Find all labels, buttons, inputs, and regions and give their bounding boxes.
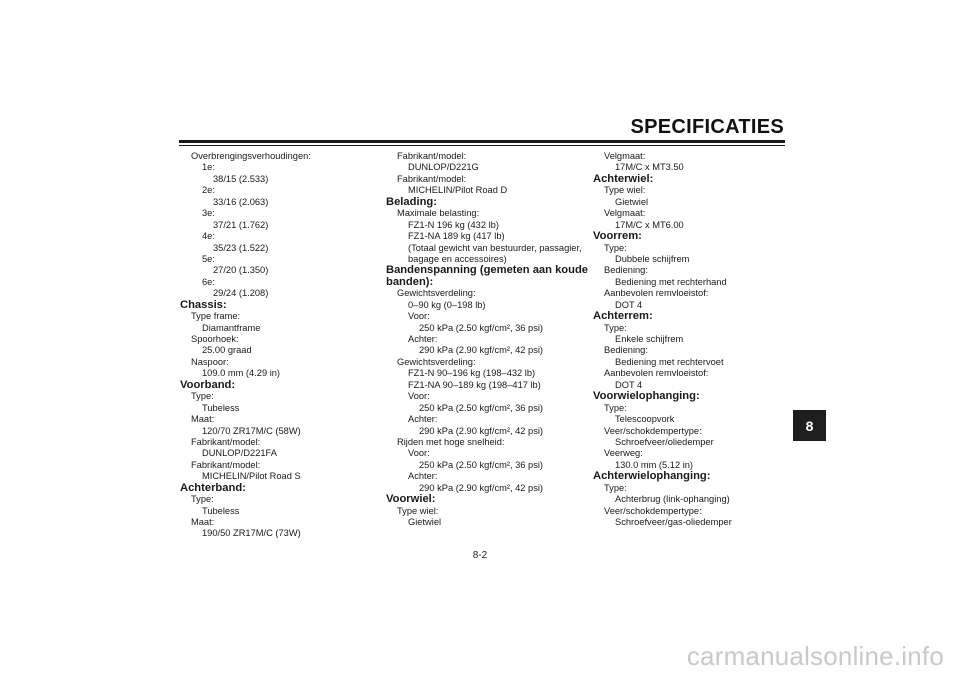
spec-line: 27/20 (1.350) <box>213 265 269 276</box>
spec-line: Type: <box>604 402 627 413</box>
spec-line: Gietwiel <box>615 196 649 207</box>
spec-line: Type wiel: <box>604 185 646 196</box>
spec-line: Veer/schokdempertype: <box>604 505 702 516</box>
spec-line: Schroefveer/gas-oliedemper <box>615 517 732 527</box>
spec-line: Maat: <box>191 414 215 425</box>
spec-line: Achter: <box>408 471 438 482</box>
spec-line: Bediening: <box>604 265 648 276</box>
spec-line: Type: <box>191 391 214 402</box>
spec-line: Enkele schijfrem <box>615 334 684 344</box>
spec-line: 250 kPa (2.50 kgf/cm², 36 psi) <box>419 402 544 413</box>
page-title: SPECIFICATIES <box>630 116 784 138</box>
spec-line: MICHELIN/Pilot Road D <box>408 185 508 196</box>
spec-line: FZ1-NA 90–189 kg (198–417 lb) <box>408 379 541 390</box>
spec-line: Type: <box>604 322 627 333</box>
spec-line: 2e: <box>202 185 215 196</box>
spec-line: DOT 4 <box>615 299 643 310</box>
spec-heading: Achterwielophanging: <box>593 470 711 483</box>
spec-line: bagage en accessoires) <box>408 253 507 264</box>
spec-line: Fabrikant/model: <box>397 173 467 184</box>
spec-line: 1e: <box>202 162 215 173</box>
spec-line: DUNLOP/D221G <box>408 162 479 173</box>
spec-line: Telescoopvork <box>615 414 675 425</box>
spec-heading: Bandenspanning (gemeten aan koude <box>386 264 589 277</box>
spec-line: 290 kPa (2.90 kgf/cm², 42 psi) <box>419 482 544 493</box>
spec-heading: Voorwiel: <box>386 493 436 506</box>
spec-line: Dubbele schijfrem <box>615 253 690 264</box>
spec-column-3 <box>593 151 803 528</box>
spec-line: 190/50 ZR17M/C (73W) <box>202 528 301 539</box>
spec-line: 290 kPa (2.90 kgf/cm², 42 psi) <box>419 345 544 356</box>
spec-line: 250 kPa (2.50 kgf/cm², 36 psi) <box>419 459 544 470</box>
spec-line: Gietwiel <box>408 517 442 527</box>
spec-line: DUNLOP/D221FA <box>202 448 277 459</box>
spec-line: Maat: <box>191 517 215 527</box>
spec-line: (Totaal gewicht van bestuurder, passagier, <box>408 242 582 253</box>
spec-line: 6e: <box>202 276 215 287</box>
watermark: carmanualsonline.info <box>686 641 944 671</box>
spec-heading: Voorrem: <box>593 230 642 243</box>
spec-line: FZ1-NA 189 kg (417 lb) <box>408 231 505 242</box>
spec-column-1 <box>180 151 390 540</box>
spec-line: Type frame: <box>191 311 241 322</box>
spec-line: Fabrikant/model: <box>397 151 467 161</box>
spec-line: 130.0 mm (5.12 in) <box>615 459 694 470</box>
spec-line: Gewichtsverdeling: <box>397 288 476 299</box>
spec-line: FZ1-N 90–196 kg (198–432 lb) <box>408 368 536 379</box>
spec-line: 0–90 kg (0–198 lb) <box>408 299 486 310</box>
spec-line: Bediening met rechterhand <box>615 276 727 287</box>
spec-line: Veerweg: <box>604 448 643 459</box>
spec-line: 29/24 (1.208) <box>213 288 269 299</box>
spec-line: 3e: <box>202 208 215 219</box>
spec-line: Tubeless <box>202 505 240 516</box>
spec-line: Voor: <box>408 448 430 459</box>
spec-line: Type: <box>604 242 627 253</box>
spec-heading: Achterwiel: <box>593 172 654 185</box>
spec-line: 250 kPa (2.50 kgf/cm², 36 psi) <box>419 322 544 333</box>
spec-line: 35/23 (1.522) <box>213 242 269 253</box>
spec-line: Spoorhoek: <box>191 334 239 344</box>
spec-heading: Achterrem: <box>593 310 653 323</box>
spec-line: 37/21 (1.762) <box>213 219 269 230</box>
spec-line: Type: <box>604 482 627 493</box>
header-rule-thin <box>179 145 785 146</box>
spec-line: Achterbrug (link-ophanging) <box>615 494 730 505</box>
spec-heading: Belading: <box>386 195 437 208</box>
chapter-tab[interactable]: 8 <box>793 410 826 441</box>
spec-line: 4e: <box>202 231 215 242</box>
spec-column-2 <box>386 151 589 528</box>
spec-line: Schroefveer/oliedemper <box>615 436 714 447</box>
spec-line: Fabrikant/model: <box>191 459 261 470</box>
spec-line: FZ1-N 196 kg (432 lb) <box>408 219 499 230</box>
spec-line: DOT 4 <box>615 379 643 390</box>
spec-line: 17M/C x MT6.00 <box>615 219 684 230</box>
spec-line: Type wiel: <box>397 505 439 516</box>
spec-line: Velgmaat: <box>604 208 646 219</box>
spec-line: Maximale belasting: <box>397 208 480 219</box>
spec-line: MICHELIN/Pilot Road S <box>202 471 301 482</box>
spec-line: Velgmaat: <box>604 151 646 161</box>
spec-line: Fabrikant/model: <box>191 436 261 447</box>
spec-heading: Achterband: <box>180 481 246 494</box>
spec-line: Bediening: <box>604 345 648 356</box>
spec-line: Voor: <box>408 391 430 402</box>
spec-line: Type: <box>191 494 214 505</box>
spec-line: Overbrengingsverhoudingen: <box>191 151 311 161</box>
spec-line: Tubeless <box>202 402 240 413</box>
spec-line: Aanbevolen remvloeistof: <box>604 288 709 299</box>
spec-line: 5e: <box>202 253 215 264</box>
spec-line: Naspoor: <box>191 356 229 367</box>
spec-heading: Chassis: <box>180 298 227 311</box>
spec-line: Bediening met rechtervoet <box>615 356 724 367</box>
spec-line: Voor: <box>408 311 430 322</box>
spec-line: Veer/schokdempertype: <box>604 425 702 436</box>
spec-line: Aanbevolen remvloeistof: <box>604 368 709 379</box>
spec-heading: Voorwielophanging: <box>593 390 700 403</box>
spec-line: Rijden met hoge snelheid: <box>397 436 505 447</box>
spec-line: Achter: <box>408 334 438 344</box>
spec-line: Achter: <box>408 414 438 425</box>
spec-line: 33/16 (2.063) <box>213 196 269 207</box>
spec-heading: banden): <box>386 275 434 288</box>
page-number: 8-2 <box>472 550 488 561</box>
spec-line: 120/70 ZR17M/C (58W) <box>202 425 301 436</box>
spec-line: 25.00 graad <box>202 345 252 356</box>
header-rule-thick <box>179 140 785 143</box>
spec-line: Diamantframe <box>202 322 261 333</box>
spec-heading: Voorband: <box>180 378 236 391</box>
spec-line: 17M/C x MT3.50 <box>615 162 684 173</box>
spec-line: 38/15 (2.533) <box>213 173 269 184</box>
spec-line: 290 kPa (2.90 kgf/cm², 42 psi) <box>419 425 544 436</box>
spec-line: 109.0 mm (4.29 in) <box>202 368 281 379</box>
spec-line: Gewichtsverdeling: <box>397 356 476 367</box>
